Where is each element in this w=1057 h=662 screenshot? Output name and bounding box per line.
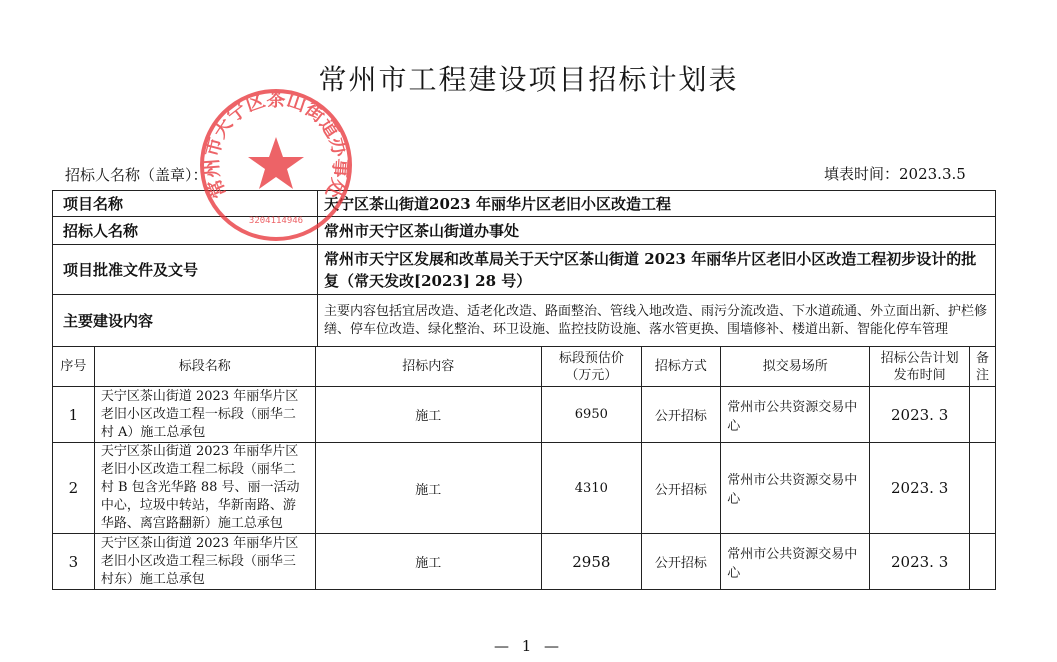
project-name-label: 项目名称: [53, 191, 318, 217]
row-content: 施工: [315, 534, 541, 590]
row-no: 2: [53, 443, 95, 534]
row-lot-name: 天宁区茶山街道 2023 年丽华片区老旧小区改造工程一标段（丽华二村 A）施工总承包: [94, 387, 315, 443]
project-name-value: 天宁区茶山街道2023 年丽华片区老旧小区改造工程: [318, 191, 996, 217]
fill-date: 填表时间：2023.3.5: [824, 165, 966, 183]
row-price: 4310: [542, 443, 642, 534]
row-date: 2023. 3: [870, 443, 970, 534]
header-lot-name: 标段名称: [94, 347, 315, 387]
row-note: [969, 534, 995, 590]
page-title: 常州市工程建设项目招标计划表: [318, 63, 739, 96]
seal-text: 常州市天宁区茶山街道办事处: [200, 88, 352, 202]
row-venue: 常州市公共资源交易中心: [721, 443, 870, 534]
row-lot-name: 天宁区茶山街道 2023 年丽华片区老旧小区改造工程三标段（丽华三村东）施工总承包: [94, 534, 315, 590]
info-row-approval: [53, 245, 996, 295]
lots-header-row: [53, 347, 996, 387]
row-content: 施工: [315, 387, 541, 443]
row-price: 6950: [542, 387, 642, 443]
project-info-table: [52, 190, 996, 347]
row-date: 2023. 3: [870, 387, 970, 443]
row-method: 公开招标: [641, 387, 721, 443]
info-row-content: [53, 295, 996, 347]
table-row: [53, 534, 996, 590]
seal-star-icon: [248, 137, 304, 189]
row-method: 公开招标: [641, 443, 721, 534]
lots-table: [52, 346, 996, 590]
seal-code: 3204114946: [248, 216, 304, 226]
info-row-project-name: [53, 191, 996, 217]
row-lot-name: 天宁区茶山街道 2023 年丽华片区老旧小区改造工程二标段（丽华二村 B 包含光华路 88 号、丽一活动中心，垃圾中转站，华新南路、游华路、离宫路翻新）施工总承包: [94, 443, 315, 534]
page-number: — 1 —: [493, 637, 564, 655]
tenderer-label: 招标人名称（盖章）：: [65, 166, 208, 184]
header-price: 标段预估价（万元）: [542, 347, 642, 387]
row-method: 公开招标: [641, 534, 721, 590]
row-content: 施工: [315, 443, 541, 534]
header-venue: 拟交易场所: [721, 347, 870, 387]
content-value: 主要内容包括宜居改造、适老化改造、路面整治、管线入地改造、雨污分流改造、下水道疏通、外立面出新、护栏修缮、停车位改造、绿化整治、环卫设施、监控技防设施、落水管更换、围墙修补、楼道出新、智能化停车管理: [318, 295, 996, 347]
seal-text-arc: [200, 87, 352, 202]
tenderer-name-label: 招标人名称: [53, 217, 318, 245]
header-method: 招标方式: [641, 347, 721, 387]
row-date: 2023. 3: [870, 534, 970, 590]
row-no: 1: [53, 387, 95, 443]
approval-label: 项目批准文件及文号: [53, 245, 318, 295]
info-row-tenderer: [53, 217, 996, 245]
content-label: 主要建设内容: [53, 295, 318, 347]
header-content: 招标内容: [315, 347, 541, 387]
row-note: [969, 443, 995, 534]
row-note: [969, 387, 995, 443]
header-no: 序号: [53, 347, 95, 387]
table-row: [53, 387, 996, 443]
row-venue: 常州市公共资源交易中心: [721, 387, 870, 443]
tenderer-name-value: 常州市天宁区茶山街道办事处: [318, 217, 996, 245]
row-no: 3: [53, 534, 95, 590]
header-date: 招标公告计划发布时间: [870, 347, 970, 387]
row-price: 2958: [542, 534, 642, 590]
header-note: 备注: [969, 347, 995, 387]
approval-value: 常州市天宁区发展和改革局关于天宁区茶山街道 2023 年丽华片区老旧小区改造工程初步设计的批复（常天发改[2023] 28 号）: [318, 245, 996, 295]
row-venue: 常州市公共资源交易中心: [721, 534, 870, 590]
table-row: [53, 443, 996, 534]
